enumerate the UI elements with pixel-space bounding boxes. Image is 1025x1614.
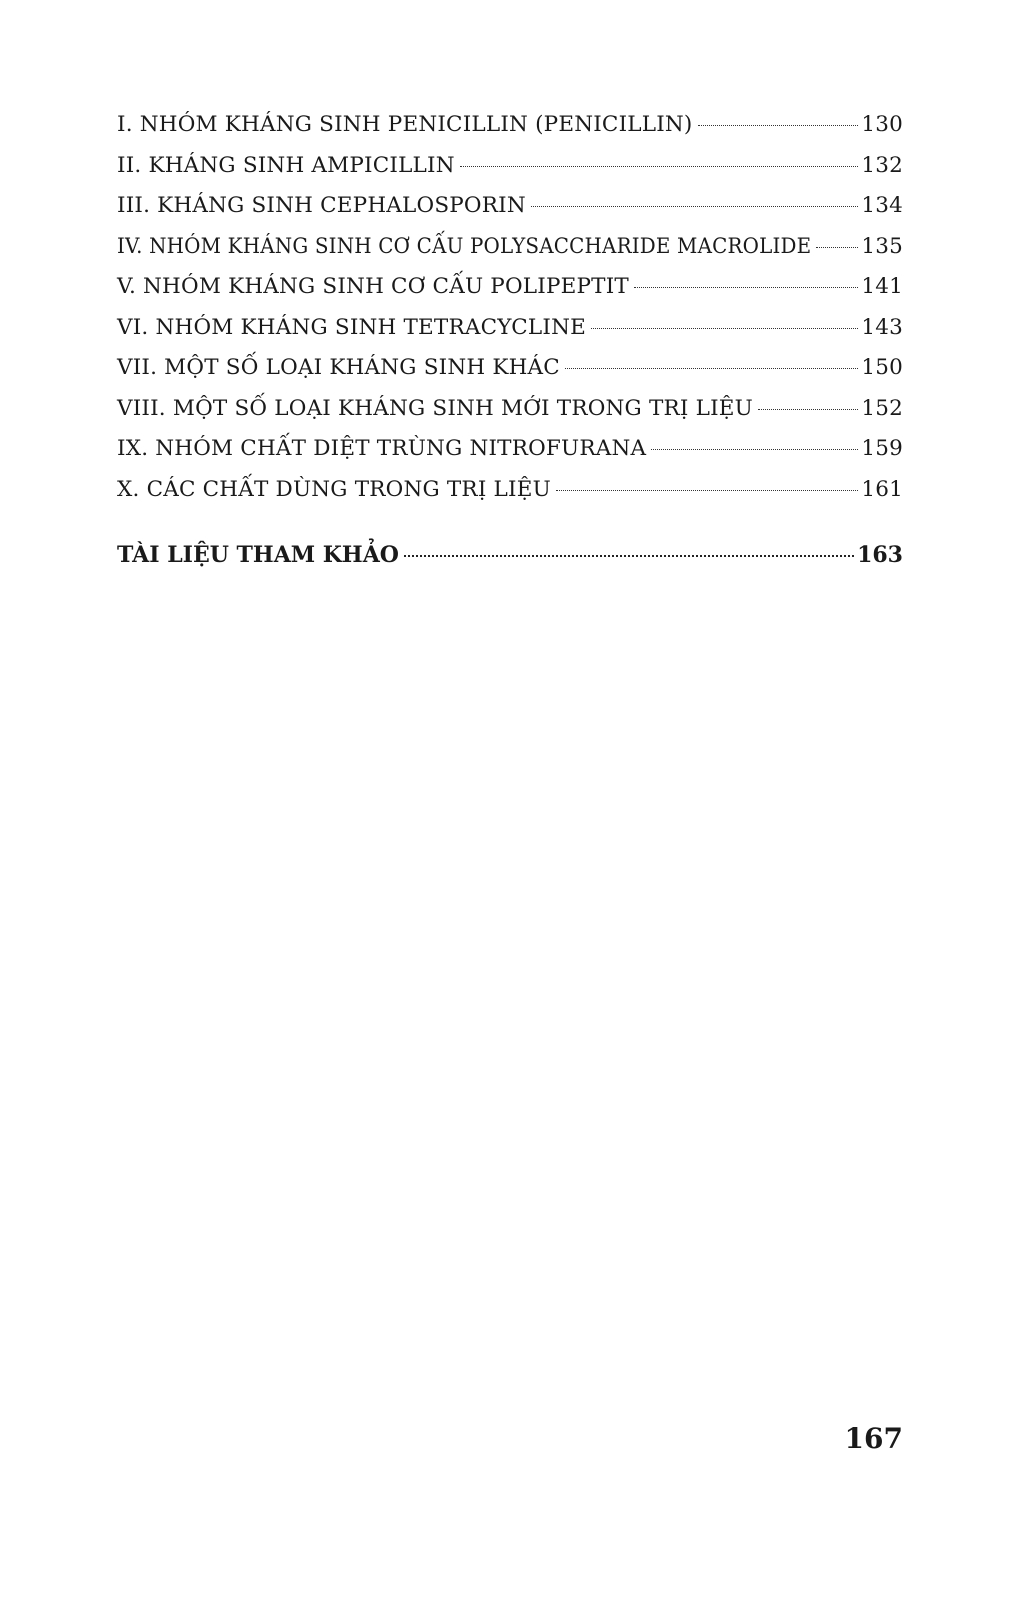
- toc-entry-references[interactable]: [117, 542, 903, 568]
- dot-leader: [634, 287, 858, 288]
- toc-entry-page: 134: [861, 193, 903, 218]
- toc-entry-page: 132: [861, 152, 903, 178]
- dot-leader: [758, 409, 858, 410]
- toc-entry-label: VIII. MỘT SỐ LOẠI KHÁNG SINH MỚI TRONG TRỊ LIỆU: [117, 395, 753, 421]
- toc-references-page: 163: [857, 542, 903, 568]
- toc-entry-label: X. CÁC CHẤT DÙNG TRONG TRỊ LIỆU: [117, 476, 551, 502]
- toc-entry-label: V. NHÓM KHÁNG SINH CƠ CẤU POLIPEPTIT: [117, 274, 629, 299]
- dot-leader: [404, 555, 854, 557]
- toc-entry[interactable]: [117, 315, 903, 356]
- page-number: 167: [844, 1422, 903, 1455]
- toc-entry-page: 141: [861, 274, 903, 299]
- dot-leader: [816, 247, 858, 248]
- toc-entry-label: VI. NHÓM KHÁNG SINH TETRACYCLINE: [117, 314, 586, 340]
- toc-entry[interactable]: [117, 274, 903, 315]
- toc-entry-label: III. KHÁNG SINH CEPHALOSPORIN: [117, 193, 526, 218]
- toc-entry[interactable]: [117, 193, 903, 234]
- toc-entry-page: 161: [861, 476, 903, 502]
- toc-entry[interactable]: [117, 234, 903, 275]
- toc-entry[interactable]: [117, 153, 903, 194]
- toc-entry[interactable]: [117, 396, 903, 437]
- toc-entry[interactable]: [117, 436, 903, 477]
- dot-leader: [556, 490, 858, 491]
- toc-entry[interactable]: [117, 355, 903, 396]
- toc-entry-label: II. KHÁNG SINH AMPICILLIN: [117, 152, 455, 178]
- dot-leader: [565, 368, 858, 369]
- dot-leader: [591, 328, 858, 329]
- toc-entry-page: 143: [861, 314, 903, 340]
- toc-entry-page: 152: [861, 395, 903, 421]
- table-of-contents: [117, 112, 903, 517]
- toc-entry-page: 135: [861, 233, 903, 259]
- toc-entry-label: IX. NHÓM CHẤT DIỆT TRÙNG NITROFURANA: [117, 436, 647, 461]
- toc-entry-page: 159: [861, 436, 903, 461]
- toc-entry[interactable]: [117, 477, 903, 518]
- toc-entry[interactable]: [117, 112, 903, 153]
- dot-leader: [460, 166, 859, 167]
- toc-entry-page: 130: [861, 112, 903, 137]
- toc-references-label: TÀI LIỆU THAM KHẢO: [117, 542, 399, 568]
- toc-entry-label: I. NHÓM KHÁNG SINH PENICILLIN (PENICILLIN): [117, 112, 693, 137]
- toc-entry-label: VII. MỘT SỐ LOẠI KHÁNG SINH KHÁC: [117, 355, 560, 380]
- dot-leader: [698, 125, 859, 126]
- dot-leader: [531, 206, 859, 207]
- toc-entry-page: 150: [861, 355, 903, 380]
- dot-leader: [651, 449, 858, 450]
- toc-entry-label: IV. NHÓM KHÁNG SINH CƠ CẤU POLYSACCHARIDE MACROLIDE: [117, 233, 812, 259]
